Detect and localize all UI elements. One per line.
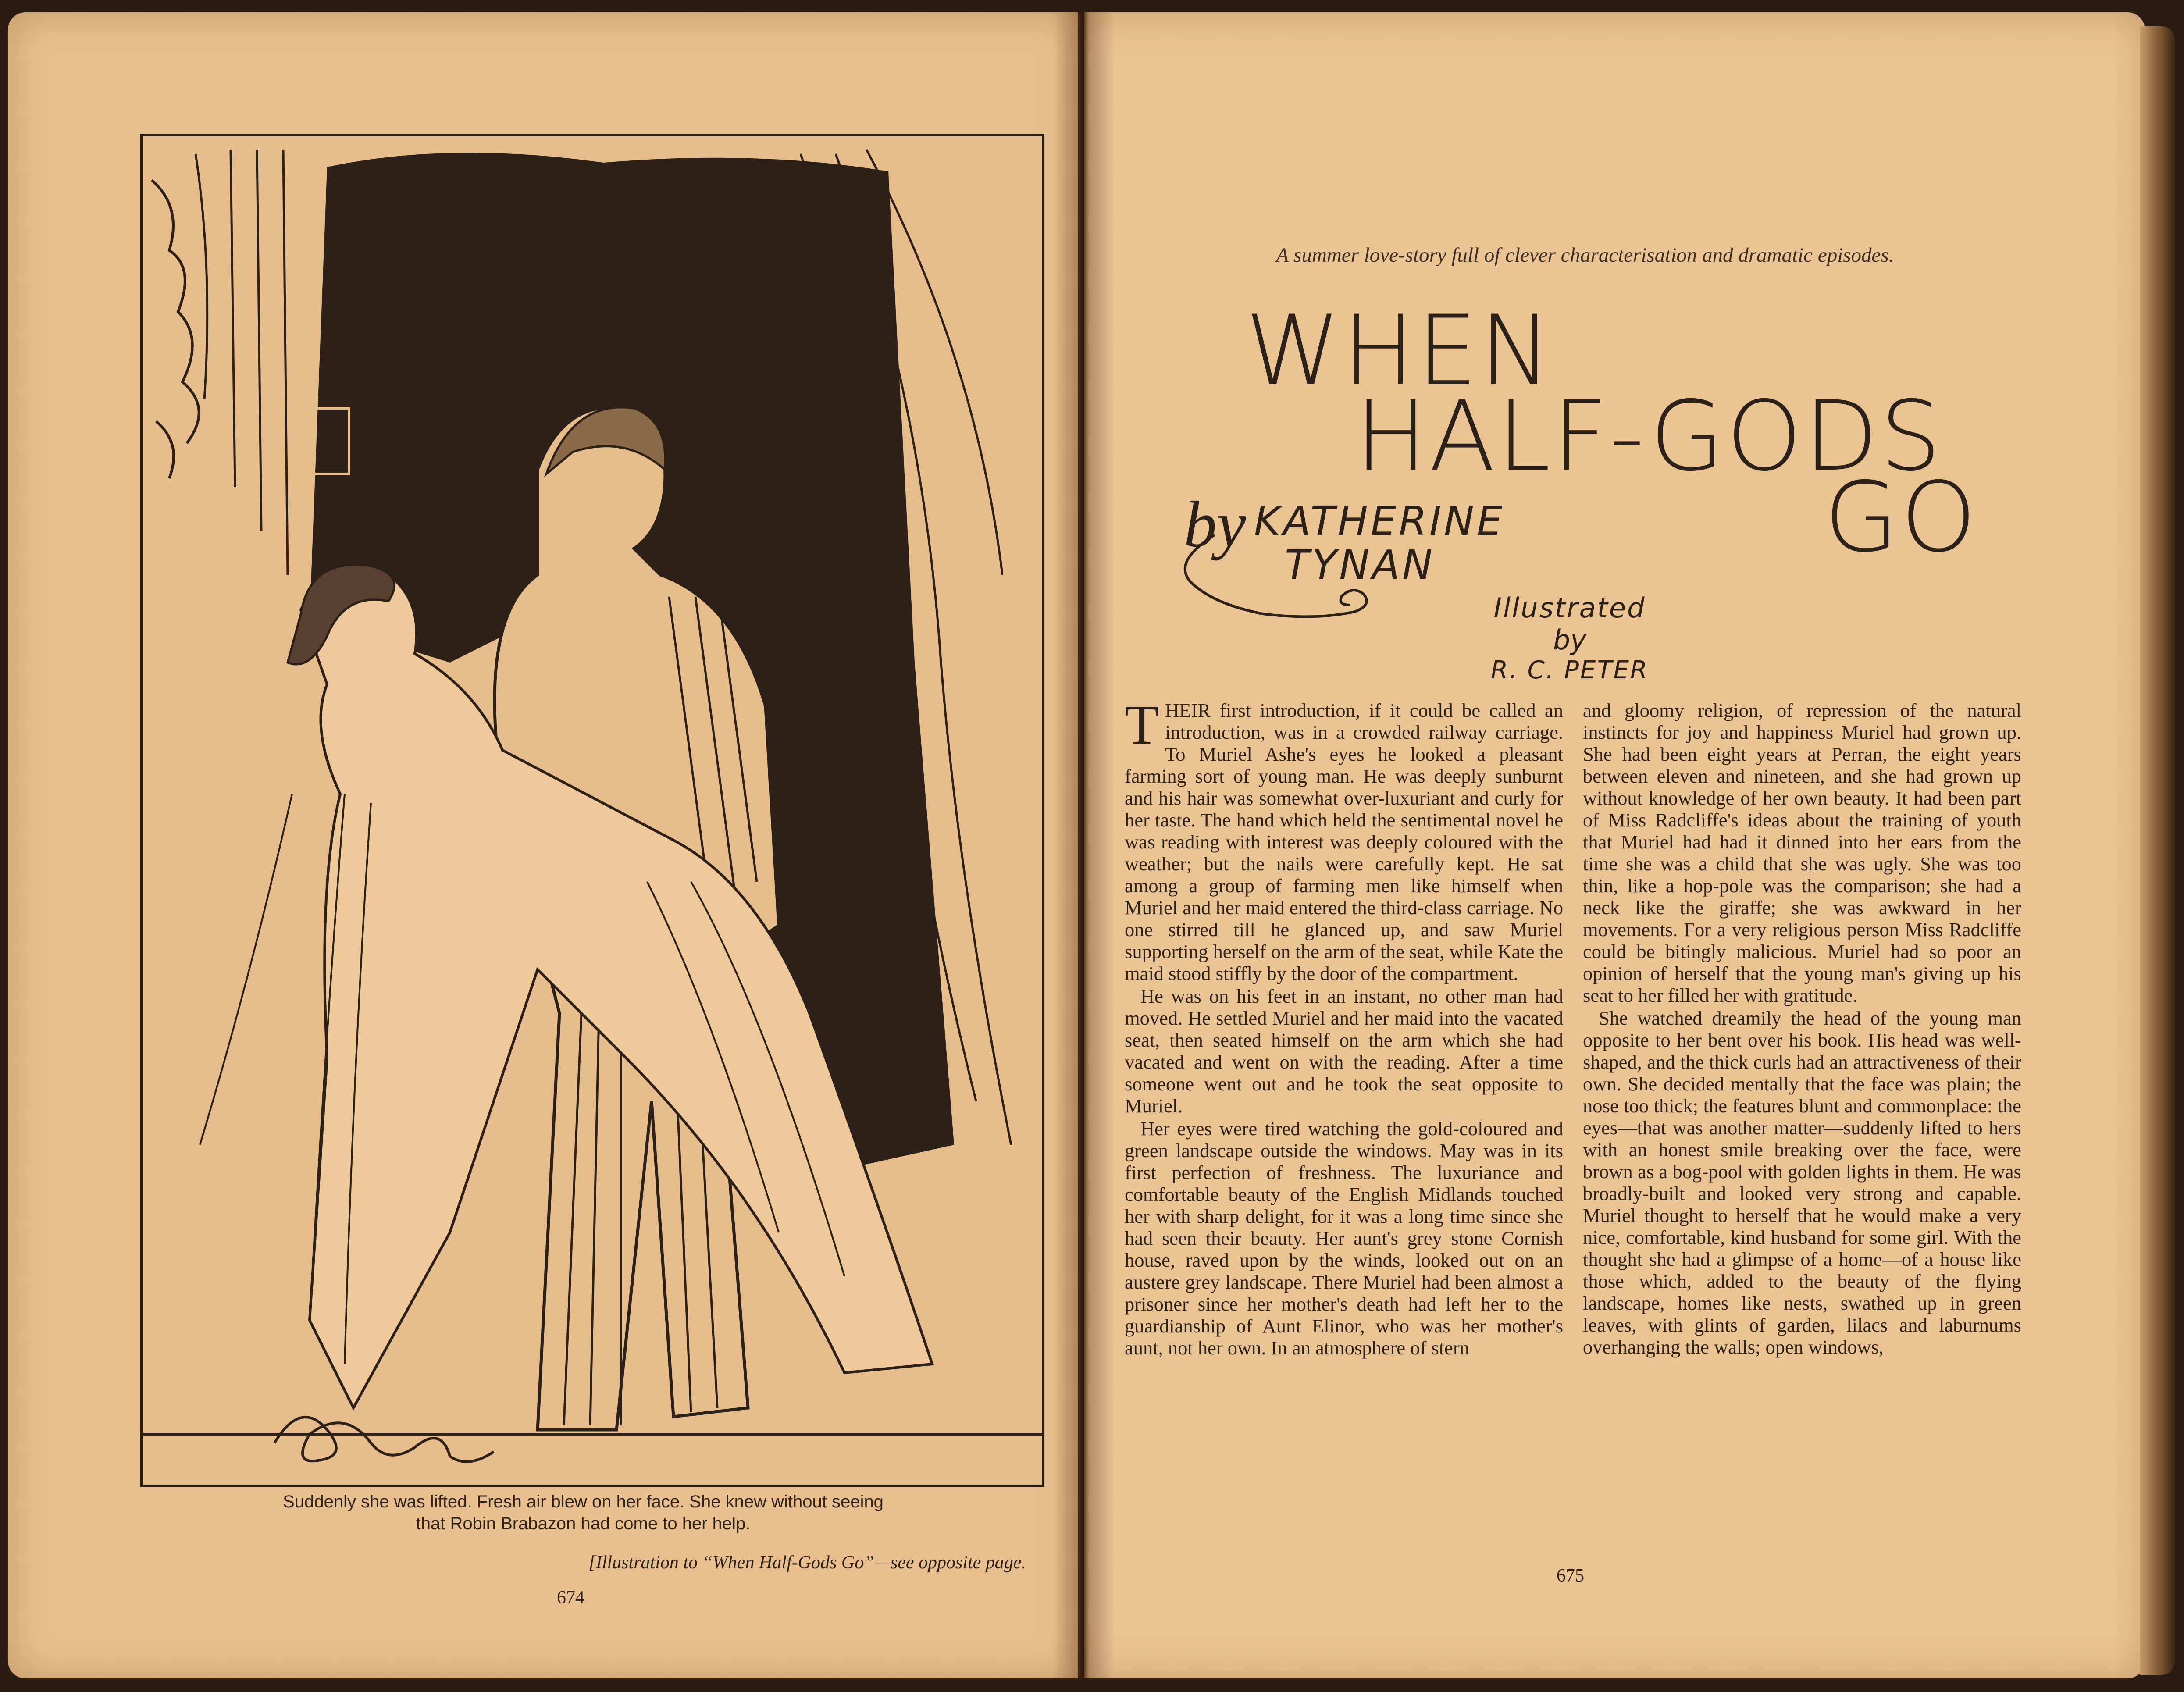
caption-line-2: that Robin Brabazon had come to her help.: [416, 1514, 751, 1533]
illustrated-by: by: [1553, 624, 1587, 656]
story-illustration: [140, 134, 1044, 1487]
story-tagline: A summer love-story full of clever characterisation and dramatic episodes.: [1276, 244, 1894, 267]
book-gutter: [1052, 12, 1114, 1678]
page-edge: [2140, 26, 2175, 1675]
illustrator-name: R. C. PETER: [1491, 656, 1649, 684]
illustration-caption: [167, 1491, 1000, 1535]
paragraph: [1125, 694, 1563, 984]
text-column-2: [1583, 699, 2021, 1359]
caption-line-1: Suddenly she was lifted. Fresh air blew on her face. She knew without seeing: [283, 1492, 884, 1511]
byline-flourish: [1149, 526, 1377, 627]
drop-cap: T: [1125, 694, 1159, 756]
paragraph: He was on his feet in an instant, no other man had moved. He settled Muriel and her maid into the vacated seat, then seated himself on the arm which she had vacated and went on with the reading. After a time someone went out and he took the seat opposite to Muriel.: [1125, 985, 1563, 1117]
title-line-1: WHEN: [1245, 295, 1553, 407]
illustrated-label: Illustrated: [1493, 592, 1646, 624]
byline-by: by: [1184, 488, 1246, 561]
paragraph: Her eyes were tired watching the gold-coloured and green landscape outside the windows. May was in its first perfection of freshness. The luxuriance and comfortable beauty of the English Midlands touched her with sharp delight, for it was a long time since she had seen their beauty. Her aunt's grey stone Cornish house, raved upon by the winds, looked out on an austere grey landscape. There Muriel had been almost a prisoner since her mother's death had left her to the guardianship of Aunt Elinor, who was her mother's aunt, not her own. In an atmosphere of stern: [1125, 1118, 1563, 1359]
paragraph-text: HEIR first introduction, if it could be called an introduction, was in a crowded railway carriage. To Muriel Ashe's eyes he looked a pleasant farming sort of young man. He was deeply sunburnt and his hair was somewhat over-luxuriant and curly for her taste. The hand which held the sentimental novel he was reading with interest was deeply coloured with the weather; but the nails were carefully kept. He sat among a group of farming men like himself when Muriel and her maid entered the third-class carriage. No one stirred till he glanced up, and saw Muriel supporting herself on the arm of the seat, while Kate the maid stood stiffly by the door of the compartment.: [1125, 699, 1563, 984]
artist-signature: [274, 1417, 494, 1462]
illustration-drawing: [143, 136, 1042, 1485]
page-number-right: 675: [1557, 1566, 1584, 1586]
title-line-3: GO: [1824, 461, 1978, 573]
text-column-1: [1125, 694, 1563, 1360]
illustration-attribution: [Illustration to “When Half-Gods Go”—see opposite page.: [588, 1553, 1026, 1573]
illustrator-credit: [1447, 592, 1692, 684]
page-number-left: 674: [557, 1588, 584, 1608]
author-first-name: KATHERINE: [1254, 498, 1505, 545]
author-last-name: TYNAN: [1285, 541, 1435, 588]
paragraph: and gloomy religion, of repression of the natural instincts for joy and happiness Muriel had grown up. She had been eight years at Perran, the eight years between eleven and nineteen, and she had grown up without knowledge of her own beauty. It had been part of Miss Radcliffe's ideas about the training of youth that Muriel had had it dinned into her ears from the time she was a child that she was ugly. She was too thin, like a hop-pole was the comparison; she had a neck like the giraffe; she was awkward in her movements. For a very religious person Miss Radcliffe could be bitingly malicious. Muriel had so poor an opinion of herself that the young man's giving up his seat to her filled her with gratitude.: [1583, 699, 2021, 1006]
paragraph: She watched dreamily the head of the young man opposite to her bent over his book. His head was well-shaped, and the thick curls had an attractiveness of their own. She decided mentally that the face was plain; the nose too thick; the features blunt and commonplace: the eyes—that was another matter—suddenly lifted to hers with an honest smile breaking over the face, were brown as a bog-pool with golden lights in them. He was broadly-built and looked very strong and capable. Muriel thought to herself that he would make a very nice, comfortable, kind husband for some girl. With the thought she had a glimpse of a home—of a house like those which, added to the beauty of the flying landscape, homes like nests, swathed up in green leaves, with glints of garden, lilacs and laburnums overhanging the walls; open windows,: [1583, 1007, 2021, 1358]
title-line-2: HALF-GODS: [1355, 380, 1943, 492]
